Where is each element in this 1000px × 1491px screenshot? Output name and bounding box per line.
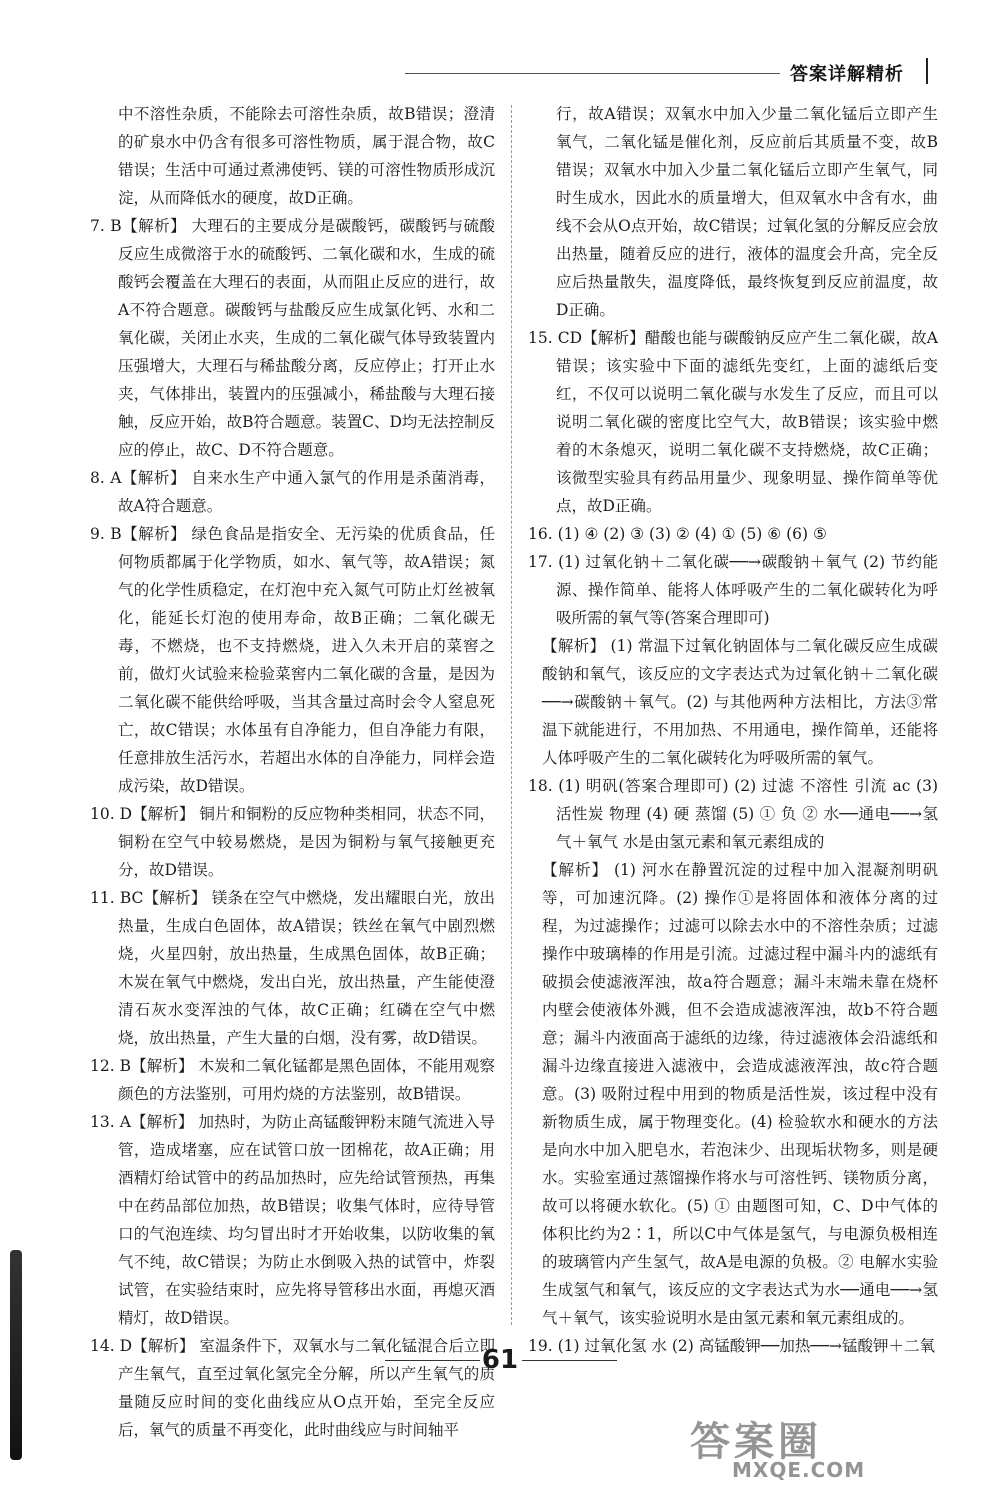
answer-paragraph: 10. D【解析】 铜片和铜粉的反应物种类相同，状态不同，铜粉在空气中较易燃烧，是因为铜粉与氧气接触更充分，故D错误。 (90, 805, 495, 879)
page-number-rule-right (522, 1360, 617, 1361)
header-rule (405, 73, 780, 74)
left-column (90, 100, 495, 1444)
answer-paragraph: 8. A【解析】 自来水生产中通入氯气的作用是杀菌消毒，故A符合题意。 (90, 469, 495, 515)
answer-paragraph: 18. (1) 明矾(答案合理即可) (2) 过滤 不溶性 引流 ac (3) 活性炭 物理 (4) 硬 蒸馏 (5) ① 负 ② 水──通电──→氢气＋氧气 水是由氢元素和氧元素组成的 (528, 777, 938, 851)
answer-paragraph: 13. A【解析】 加热时，为防止高锰酸钾粉末随气流进入导管，造成堵塞，应在试管口放一团棉花，故A正确；用酒精灯给试管中的药品加热时，应先给试管预热，再集中在药品部位加热，故B错误；收集气体时，应待导管口的气泡连续、均匀冒出时才开始收集，以防收集的氧气不纯，故C错误；为防止水倒吸入热的试管中，炸裂试管，在实验结束时，应先将导管移出水面，再熄灭酒精灯，故D错误。 (90, 1113, 495, 1327)
watermark-url: MXQE.COM (732, 1458, 866, 1482)
answer-paragraph: 19. (1) 过氧化氢 水 (2) 高锰酸钾──加热──→锰酸钾＋二氧 (528, 1337, 936, 1355)
answer-paragraph: 9. B【解析】 绿色食品是指安全、无污染的优质食品，任何物质都属于化学物质，如水、氧气等，故A错误；氮气的化学性质稳定，在灯泡中充入氮气可防止灯丝被氧化，能延长灯泡的使用寿命，故B正确；二氧化碳无毒，不燃烧，也不支持燃烧，进入久未开启的菜窖之前，做灯火试验来检验菜窖内二氧化碳的含量，是因为二氧化碳不能供给呼吸，当其含量过高时会令人窒息死亡，故C错误；水体虽有自净能力，但自净能力有限，任意排放生活污水，若超出水体的自净能力，同样会造成污染，故D错误。 (90, 525, 495, 795)
answer-paragraph: 12. B【解析】 木炭和二氧化锰都是黑色固体，不能用观察颜色的方法鉴别，可用灼烧的方法鉴别，故B错误。 (90, 1057, 495, 1103)
answer-paragraph: 11. BC【解析】 镁条在空气中燃烧，发出耀眼白光，放出热量，生成白色固体，故A错误；铁丝在氧气中剧烈燃烧，火星四射，放出热量，生成黑色固体，故B正确；木炭在氧气中燃烧，发出白光，放出热量，产生能使澄清石灰水变浑浊的气体，故C正确；红磷在空气中燃烧，放出热量，产生大量的白烟，没有雾，故D错误。 (90, 889, 495, 1047)
column-divider (511, 105, 512, 1325)
answer-paragraph: 中不溶性杂质，不能除去可溶性杂质，故B错误；澄清的矿泉水中仍含有很多可溶性物质，属于混合物，故C错误；生活中可通过煮沸使钙、镁的可溶性物质形成沉淀，从而降低水的硬度，故D正确。 (118, 105, 495, 207)
answer-paragraph: 行，故A错误；双氧水中加入少量二氧化锰后立即产生氧气，二氧化锰是催化剂，反应前后其质量不变，故B错误；双氧水中加入少量二氧化锰后立即产生氧气，同时生成水，因此水的质量增大，但双氧水中含有水，曲线不会从O点开始，故C错误；过氧化氢的分解反应会放出热量，随着反应的进行，液体的温度会升高，完全反应后热量散失，温度降低，最终恢复到反应前温度，故D正确。 (556, 105, 938, 319)
answer-paragraph: 14. D【解析】 室温条件下，双氧水与二氧化锰混合后立即产生氧气，直至过氧化氢完全分解，所以产生氧气的质量随反应时间的变化曲线应从O点开始，至完全反应后，氧气的质量不再变化，此时曲线应与时间轴平 (90, 1337, 495, 1439)
header-bar (926, 58, 928, 84)
scan-edge-mark (10, 1250, 22, 1460)
right-column (528, 100, 938, 1360)
answer-paragraph: 15. CD【解析】醋酸也能与碳酸钠反应产生二氧化碳，故A错误；该实验中下面的滤纸先变红，上面的滤纸后变红，不仅可以说明二氧化碳与水发生了反应，而且可以说明二氧化碳的密度比空气大，故B错误；该实验中燃着的木条熄灭，说明二氧化碳不支持燃烧，故C正确；该微型实验具有药品用量少、现象明显、操作简单等优点，故D正确。 (528, 329, 938, 515)
header-title: 答案详解精析 (790, 64, 904, 85)
answer-paragraph: 17. (1) 过氧化钠＋二氧化碳──→碳酸钠＋氧气 (2) 节约能源、操作简单、能将人体呼吸产生的二氧化碳转化为呼吸所需的氧气等(答案合理即可) (528, 553, 938, 627)
answer-paragraph: 【解析】 (1) 河水在静置沉淀的过程中加入混凝剂明矾等，可加速沉降。(2) 操作①是将固体和液体分离的过程，为过滤操作；过滤可以除去水中的不溶性杂质；过滤操作中玻璃棒的作用是引流。过滤过程中漏斗内的滤纸有破损会使滤液浑浊，故a符合题意；漏斗末端未靠在烧杯内壁会使液体外溅，但不会造成滤液浑浊，故b不符合题意；漏斗内液面高于滤纸的边缘，待过滤液体会沿滤纸和漏斗边缘直接进入滤液中，会造成滤液浑浊，故c符合题意。(3) 吸附过程中用到的物质是活性炭，该过程中没有新物质生成，属于物理变化。(4) 检验软水和硬水的方法是向水中加入肥皂水，若泡沫少、出现垢状物多，则是硬水。实验室通过蒸馏操作将水与可溶性钙、镁物质分离，故可以将硬水软化。(5) ① 由题图可知，C、D中气体的体积比约为2∶1，所以C中气体是氢气，与电源负极相连的玻璃管内产生氢气，故A是电源的负极。② 电解水实验生成氢气和氧气，该反应的文字表达式为水──通电──→氢气＋氧气，该实验说明水是由氢元素和氧元素组成的。 (542, 861, 938, 1327)
watermark-text: 答案圈 (690, 1419, 822, 1465)
watermark-stamp (690, 1410, 930, 1480)
answer-paragraph: 【解析】 (1) 常温下过氧化钠固体与二氧化碳反应生成碳酸钠和氧气，该反应的文字表达式为过氧化钠＋二氧化碳──→碳酸钠＋氧气。(2) 与其他两种方法相比，方法③常温下就能进行，不用加热、不用通电，操作简单，还能将人体呼吸产生的二氧化碳转化为呼吸所需的氧气。 (542, 637, 938, 767)
page-number: 61 (481, 1345, 519, 1375)
answer-paragraph: 7. B【解析】 大理石的主要成分是碳酸钙，碳酸钙与硫酸反应生成微溶于水的硫酸钙、二氧化碳和水，生成的硫酸钙会覆盖在大理石的表面，从而阻止反应的进行，故A不符合题意。碳酸钙与盐酸反应生成氯化钙、水和二氧化碳，关闭止水夹，生成的二氧化碳气体导致装置内压强增大，大理石与稀盐酸分离，反应停止；打开止水夹，气体排出，装置内的压强减小，稀盐酸与大理石接触，反应开始，故B符合题意。装置C、D均无法控制反应的停止，故C、D不符合题意。 (90, 217, 495, 459)
answer-paragraph: 16. (1) ④ (2) ③ (3) ② (4) ① (5) ⑥ (6) ⑤ (528, 525, 827, 543)
